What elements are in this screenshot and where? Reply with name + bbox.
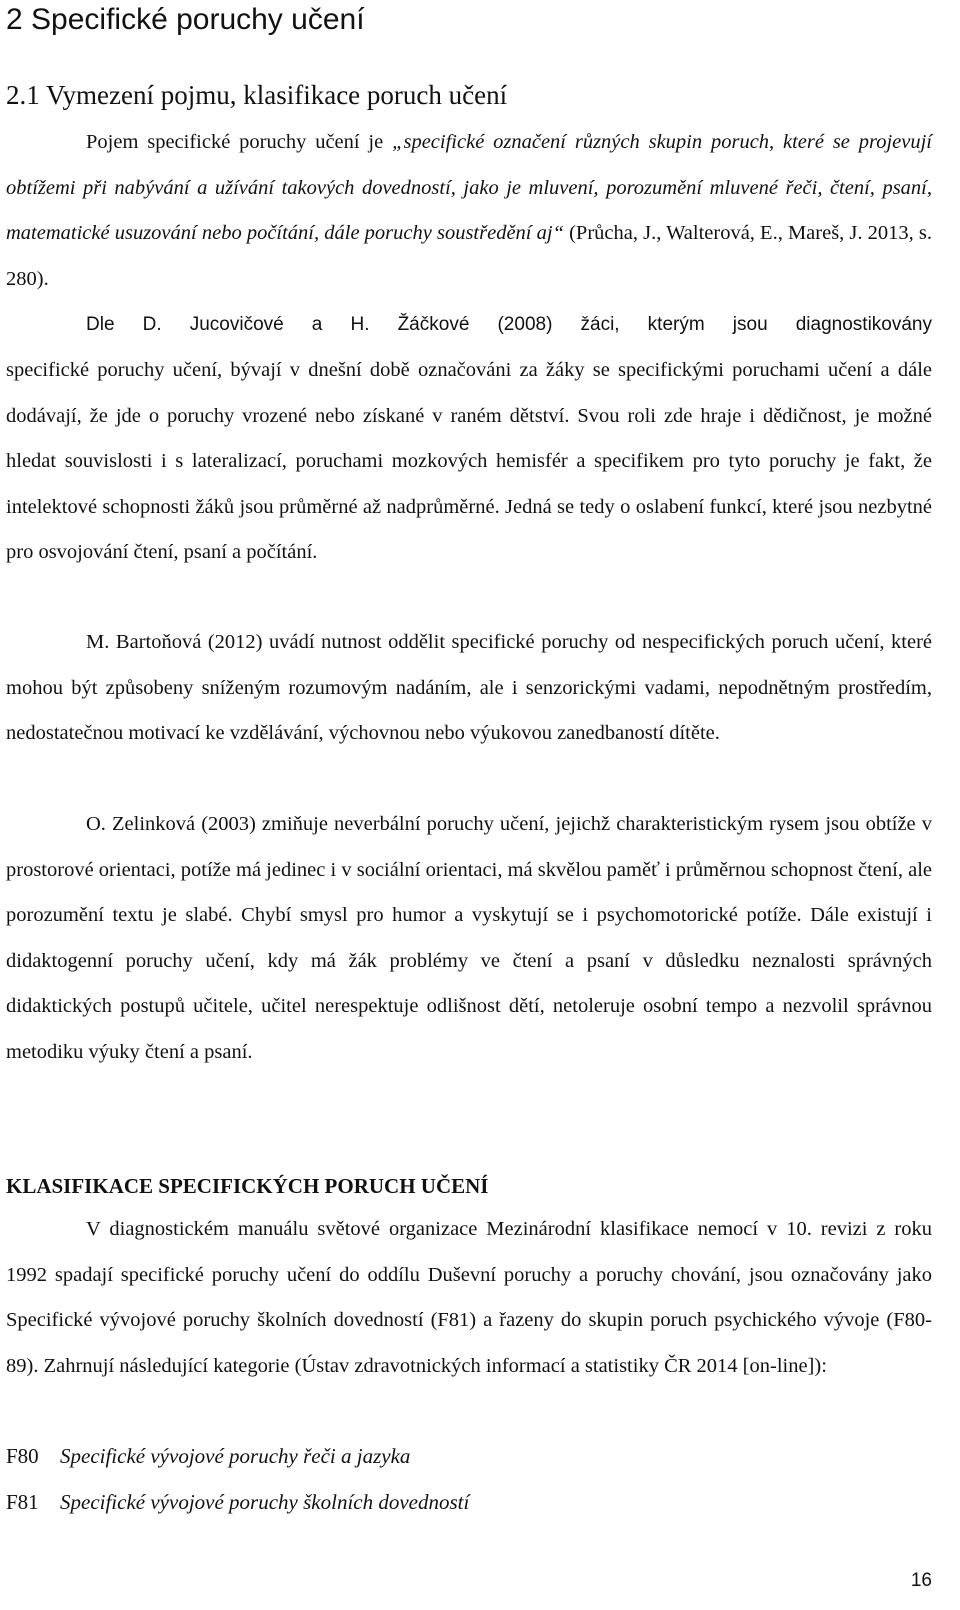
classification-item	[6, 1484, 469, 1520]
classification-item	[6, 1438, 410, 1474]
zelinkova-paragraph: O. Zelinková (2003) zmiňuje neverbální poruchy učení, jejichž charakteristickým rysem jsou obtíže v prostorové orientaci, potíže má jedinec i v sociální orientaci, má skvělou paměť i průměrnou schopnost čtení, ale porozumění textu je slabé. Chybí smysl pro humor a vyskytují se i psychomotorické potíže. Dále existují i didaktogenní poruchy učení, kdy má žák problémy ve čtení a psaní v důsledku neznalosti správných didaktických postupů učitele, učitel nerespektuje odlišnost dětí, netoleruje osobní tempo a nezvolil správnou metodiku výuky čtení a psaní.	[6, 813, 932, 1063]
section-title: 2.1 Vymezení pojmu, klasifikace poruch učení	[6, 80, 508, 110]
classification-code: F81	[6, 1490, 39, 1514]
definition-paragraph	[6, 120, 932, 302]
classification-paragraph: V diagnostickém manuálu světové organizace Mezinárodní klasifikace nemocí v 10. revizi z roku 1992 spadají specifické poruchy učení do oddílu Duševní poruchy a poruchy chování, jsou označovány jako Specifické vývojové poruchy školních dovedností (F81) a řazeny do skupin poruch psychického vývoje (F80-89). Zahrnují následující kategorie (Ústav zdravotnických informací a statistiky ČR 2014 [on-line]):	[6, 1218, 932, 1377]
classification-label: Specifické vývojové poruchy řeči a jazyka	[60, 1444, 411, 1468]
bartonova-paragraph: M. Bartoňová (2012) uvádí nutnost oddělit specifické poruchy od nespecifických poruch učení, které mohou být způsobeny sníženým rozumovým nadáním, ale i senzorickými vadami, nepodnětným prostředím, nedostatečnou motivací ke vzdělávání, výchovnou nebo výukovou zanedbaností dítěte.	[6, 631, 932, 744]
jucovicova-first-line: Dle D. Jucovičové a H. Žáčkové (2008) žáci, kterým jsou diagnostikovány	[86, 314, 932, 335]
classification-code: F80	[6, 1444, 39, 1468]
classification-heading: KLASIFIKACE SPECIFICKÝCH PORUCH UČENÍ	[6, 1174, 489, 1198]
jucovicova-paragraph: specifické poruchy učení, bývají v dnešní době označováni za žáky se specifickými poruchami učení a dále dodávají, že jde o poruchy vrozené nebo získané v raném dětství. Svou roli zde hraje i dědičnost, je možné hledat souvislosti i s lateralizací, poruchami mozkových hemisfér a specifikem pro tyto poruchy je fakt, že intelektové schopnosti žáků jsou průměrné až nadprůměrné. Jedná se tedy o oslabení funkcí, které jsou nezbytné pro osvojování čtení, psaní a počítání.	[6, 359, 932, 563]
definition-lead: Pojem specifické poruchy učení je	[86, 131, 393, 153]
page-number: 16	[910, 1570, 932, 1591]
classification-label: Specifické vývojové poruchy školních dovedností	[60, 1490, 470, 1514]
chapter-title: 2 Specifické poruchy učení	[6, 3, 365, 36]
definition-quote: „specifické označení různých skupin poruch, které se projevují obtížemi při nabývání a užívání takových dovedností, jako je mluvení, porozumění mluvené řeči, čtení, psaní, matematické usuzování nebo počítání, dále poruchy soustředění aj“	[6, 131, 932, 244]
definition-citation: (Průcha, J., Walterová, E., Mareš, J. 2013, s. 280).	[6, 222, 933, 290]
